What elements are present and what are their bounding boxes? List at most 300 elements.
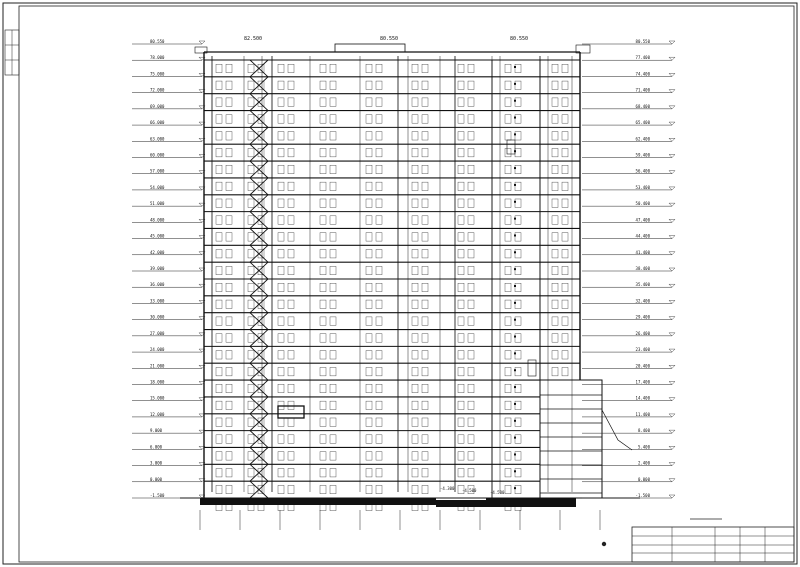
window — [458, 367, 464, 375]
window — [468, 401, 474, 409]
window — [515, 469, 521, 477]
basement-elevation-label: -4.500 — [490, 490, 505, 495]
window — [330, 165, 336, 173]
window — [552, 199, 558, 207]
window — [330, 148, 336, 156]
window — [412, 452, 418, 460]
window — [562, 132, 568, 140]
window — [422, 300, 428, 308]
window — [366, 418, 372, 426]
window — [320, 182, 326, 190]
window — [422, 182, 428, 190]
window — [216, 469, 222, 477]
elevation-label: 8.400 — [637, 428, 650, 434]
window — [422, 216, 428, 224]
window — [226, 452, 232, 460]
elevation-label: 0.000 — [150, 476, 163, 482]
window — [330, 401, 336, 409]
window — [288, 266, 294, 274]
elevation-marker — [669, 73, 675, 76]
window — [248, 132, 254, 140]
window — [505, 401, 511, 409]
window — [505, 64, 511, 72]
window — [552, 334, 558, 342]
window — [226, 233, 232, 241]
elevation-label: 39.000 — [150, 266, 165, 271]
window — [288, 435, 294, 443]
window — [278, 115, 284, 123]
window — [562, 182, 568, 190]
window — [366, 81, 372, 89]
elevation-label: 65.400 — [635, 120, 650, 126]
window — [366, 216, 372, 224]
podium-block — [540, 380, 602, 498]
window — [216, 384, 222, 392]
window — [422, 317, 428, 325]
window — [562, 64, 568, 72]
elevation-label: -1.500 — [635, 493, 650, 498]
elevation-marker — [669, 219, 675, 222]
window — [330, 351, 336, 359]
window — [468, 283, 474, 291]
window — [505, 233, 511, 241]
window — [366, 64, 372, 72]
window — [552, 64, 558, 72]
elevation-label: 35.400 — [635, 282, 650, 288]
window — [330, 485, 336, 493]
window — [216, 148, 222, 156]
window — [330, 317, 336, 325]
window — [458, 418, 464, 426]
elevation-label: 45.000 — [150, 233, 165, 239]
window — [515, 165, 521, 173]
elevation-marker — [669, 236, 675, 239]
elevation-marker — [669, 365, 675, 368]
elevation-marker — [669, 106, 675, 109]
elevation-label: 60.000 — [150, 152, 165, 158]
window — [320, 98, 326, 106]
window — [278, 165, 284, 173]
window — [376, 148, 382, 156]
window — [412, 233, 418, 241]
window — [422, 266, 428, 274]
window — [468, 132, 474, 140]
window — [320, 64, 326, 72]
window — [216, 452, 222, 460]
window — [552, 250, 558, 258]
window — [216, 165, 222, 173]
window — [562, 351, 568, 359]
window — [505, 334, 511, 342]
window — [505, 115, 511, 123]
window — [422, 81, 428, 89]
roof-machine-room — [335, 44, 405, 52]
window — [320, 283, 326, 291]
window — [278, 435, 284, 443]
elevation-marker — [669, 446, 675, 449]
window — [412, 435, 418, 443]
window — [226, 132, 232, 140]
window — [515, 452, 521, 460]
window — [468, 98, 474, 106]
window — [278, 485, 284, 493]
window — [376, 418, 382, 426]
window — [515, 233, 521, 241]
elevation-label: 78.000 — [150, 55, 165, 61]
window — [422, 469, 428, 477]
window — [366, 401, 372, 409]
window — [422, 98, 428, 106]
window — [376, 199, 382, 207]
window — [320, 452, 326, 460]
elevation-marker — [669, 398, 675, 401]
window — [515, 300, 521, 308]
window — [562, 266, 568, 274]
window — [366, 115, 372, 123]
window — [515, 367, 521, 375]
window — [288, 469, 294, 477]
window — [320, 216, 326, 224]
window — [216, 418, 222, 426]
elevation-label: 57.000 — [150, 168, 165, 174]
shaft-marker — [514, 336, 516, 338]
window — [562, 334, 568, 342]
elevation-label: 12.000 — [150, 411, 165, 417]
window — [330, 182, 336, 190]
window — [320, 300, 326, 308]
window — [458, 216, 464, 224]
window — [226, 64, 232, 72]
elevation-marker — [669, 284, 675, 287]
window — [288, 351, 294, 359]
elevation-label: 29.400 — [635, 314, 650, 320]
window — [412, 283, 418, 291]
window — [226, 115, 232, 123]
elevation-label: 3.000 — [150, 460, 163, 466]
elevation-label: 80.550 — [635, 39, 650, 44]
window — [468, 148, 474, 156]
window — [562, 148, 568, 156]
foundation-slab — [200, 498, 436, 505]
shaft-marker — [514, 302, 516, 304]
window — [515, 182, 521, 190]
elevation-marker — [669, 138, 675, 141]
window — [422, 132, 428, 140]
window — [366, 469, 372, 477]
elevation-marker — [669, 349, 675, 352]
window — [288, 283, 294, 291]
window — [288, 199, 294, 207]
window — [278, 250, 284, 258]
elevation-label: 72.000 — [150, 87, 165, 93]
window — [468, 300, 474, 308]
window — [288, 250, 294, 258]
elevation-label: 50.400 — [635, 201, 650, 207]
window — [320, 469, 326, 477]
window — [515, 334, 521, 342]
window — [226, 384, 232, 392]
window — [278, 199, 284, 207]
elevation-marker — [669, 333, 675, 336]
window — [422, 418, 428, 426]
elevation-marker — [669, 122, 675, 125]
elevation-label: 62.400 — [635, 136, 650, 142]
elevation-marker — [669, 41, 675, 44]
elevation-label: 30.000 — [150, 314, 165, 320]
window — [562, 233, 568, 241]
window — [248, 81, 254, 89]
shaft-marker — [514, 218, 516, 220]
shaft-marker — [514, 167, 516, 169]
window — [412, 165, 418, 173]
window — [468, 266, 474, 274]
window — [278, 216, 284, 224]
window — [376, 250, 382, 258]
window — [468, 384, 474, 392]
window — [366, 233, 372, 241]
window — [248, 216, 254, 224]
window — [458, 469, 464, 477]
elevation-marker — [669, 252, 675, 255]
window — [468, 81, 474, 89]
window — [226, 485, 232, 493]
window — [226, 81, 232, 89]
elevation-label: 77.400 — [635, 55, 650, 61]
window — [515, 266, 521, 274]
shaft-marker — [514, 184, 516, 186]
window — [458, 435, 464, 443]
window — [288, 317, 294, 325]
window — [468, 334, 474, 342]
window — [226, 98, 232, 106]
window — [366, 384, 372, 392]
window — [330, 283, 336, 291]
window — [505, 266, 511, 274]
elevation-marker — [669, 203, 675, 206]
window — [226, 418, 232, 426]
window — [562, 115, 568, 123]
window — [320, 250, 326, 258]
window — [422, 148, 428, 156]
elevation-label: 59.400 — [635, 152, 650, 158]
window — [320, 367, 326, 375]
window — [330, 367, 336, 375]
window — [226, 334, 232, 342]
window — [278, 351, 284, 359]
window — [515, 485, 521, 493]
window — [216, 485, 222, 493]
window — [278, 300, 284, 308]
shaft-marker — [514, 437, 516, 439]
window — [458, 283, 464, 291]
window — [515, 418, 521, 426]
window — [320, 81, 326, 89]
shaft-marker — [514, 403, 516, 405]
window — [412, 384, 418, 392]
window — [248, 384, 254, 392]
window — [422, 165, 428, 173]
window — [422, 384, 428, 392]
elevation-marker — [669, 300, 675, 303]
window — [562, 165, 568, 173]
window — [330, 233, 336, 241]
window — [288, 418, 294, 426]
window — [468, 469, 474, 477]
window — [248, 334, 254, 342]
window — [248, 300, 254, 308]
window — [330, 132, 336, 140]
window — [248, 401, 254, 409]
window — [515, 351, 521, 359]
window — [422, 250, 428, 258]
elevation-label: 27.000 — [150, 330, 165, 336]
window — [320, 132, 326, 140]
window — [458, 351, 464, 359]
window — [412, 81, 418, 89]
title-block — [632, 527, 794, 562]
elevation-label: 21.000 — [150, 363, 165, 369]
elevation-marker — [669, 317, 675, 320]
window — [376, 367, 382, 375]
elevation-label: 0.000 — [637, 476, 650, 482]
window — [216, 367, 222, 375]
window — [412, 485, 418, 493]
sheet-border — [3, 3, 797, 564]
window — [422, 334, 428, 342]
window — [515, 401, 521, 409]
elevation-label: 69.000 — [150, 103, 165, 109]
shaft-marker — [514, 201, 516, 203]
window — [216, 64, 222, 72]
window — [226, 300, 232, 308]
window — [248, 98, 254, 106]
window — [278, 98, 284, 106]
window — [458, 233, 464, 241]
elevation-label: 36.000 — [150, 282, 165, 288]
window — [422, 64, 428, 72]
window — [248, 283, 254, 291]
window — [458, 401, 464, 409]
window — [505, 98, 511, 106]
elevation-label: 33.000 — [150, 298, 165, 304]
window — [320, 115, 326, 123]
window — [248, 165, 254, 173]
elevation-label: 47.400 — [635, 217, 650, 223]
window — [468, 182, 474, 190]
window — [330, 98, 336, 106]
window — [515, 283, 521, 291]
window — [376, 435, 382, 443]
window — [376, 132, 382, 140]
elevation-label: 38.400 — [635, 266, 650, 271]
window — [278, 469, 284, 477]
window — [515, 98, 521, 106]
window — [468, 250, 474, 258]
window — [320, 485, 326, 493]
shaft-marker — [514, 420, 516, 422]
elevation-label: 44.400 — [635, 233, 650, 239]
window — [278, 317, 284, 325]
window — [226, 469, 232, 477]
window — [376, 64, 382, 72]
window — [376, 216, 382, 224]
window — [505, 300, 511, 308]
elevation-label: 42.000 — [150, 249, 165, 255]
window — [330, 300, 336, 308]
window — [552, 98, 558, 106]
window — [366, 132, 372, 140]
window — [288, 367, 294, 375]
elevation-label: 9.000 — [150, 428, 163, 434]
window — [248, 199, 254, 207]
window — [552, 233, 558, 241]
shaft-marker — [514, 386, 516, 388]
elevation-label: 5.400 — [637, 444, 650, 450]
window — [468, 199, 474, 207]
window — [320, 334, 326, 342]
window — [248, 367, 254, 375]
window — [330, 199, 336, 207]
window — [366, 165, 372, 173]
shaft-marker — [514, 319, 516, 321]
window — [515, 199, 521, 207]
window — [330, 384, 336, 392]
window — [278, 132, 284, 140]
elevation-label: 48.000 — [150, 217, 165, 223]
elevation-label: 18.000 — [150, 379, 165, 385]
elevation-marker — [669, 57, 675, 60]
shaft-marker — [514, 285, 516, 287]
shaft-marker — [514, 234, 516, 236]
lobby-feature — [278, 406, 304, 418]
window — [216, 115, 222, 123]
window — [515, 148, 521, 156]
window — [288, 165, 294, 173]
window — [458, 182, 464, 190]
window — [366, 435, 372, 443]
window — [288, 334, 294, 342]
window — [248, 64, 254, 72]
window — [412, 334, 418, 342]
window — [330, 250, 336, 258]
window — [248, 266, 254, 274]
window — [288, 384, 294, 392]
window — [216, 435, 222, 443]
window — [226, 165, 232, 173]
elevation-label: 56.400 — [635, 168, 650, 174]
window — [330, 435, 336, 443]
window — [376, 283, 382, 291]
window — [422, 485, 428, 493]
window — [376, 469, 382, 477]
window — [458, 266, 464, 274]
window — [515, 384, 521, 392]
window — [505, 199, 511, 207]
window — [515, 132, 521, 140]
window — [552, 216, 558, 224]
window — [216, 132, 222, 140]
window — [552, 115, 558, 123]
window — [562, 300, 568, 308]
window — [422, 351, 428, 359]
window — [278, 401, 284, 409]
window — [458, 334, 464, 342]
window — [288, 148, 294, 156]
window — [552, 351, 558, 359]
window — [412, 418, 418, 426]
window — [216, 401, 222, 409]
window — [226, 148, 232, 156]
